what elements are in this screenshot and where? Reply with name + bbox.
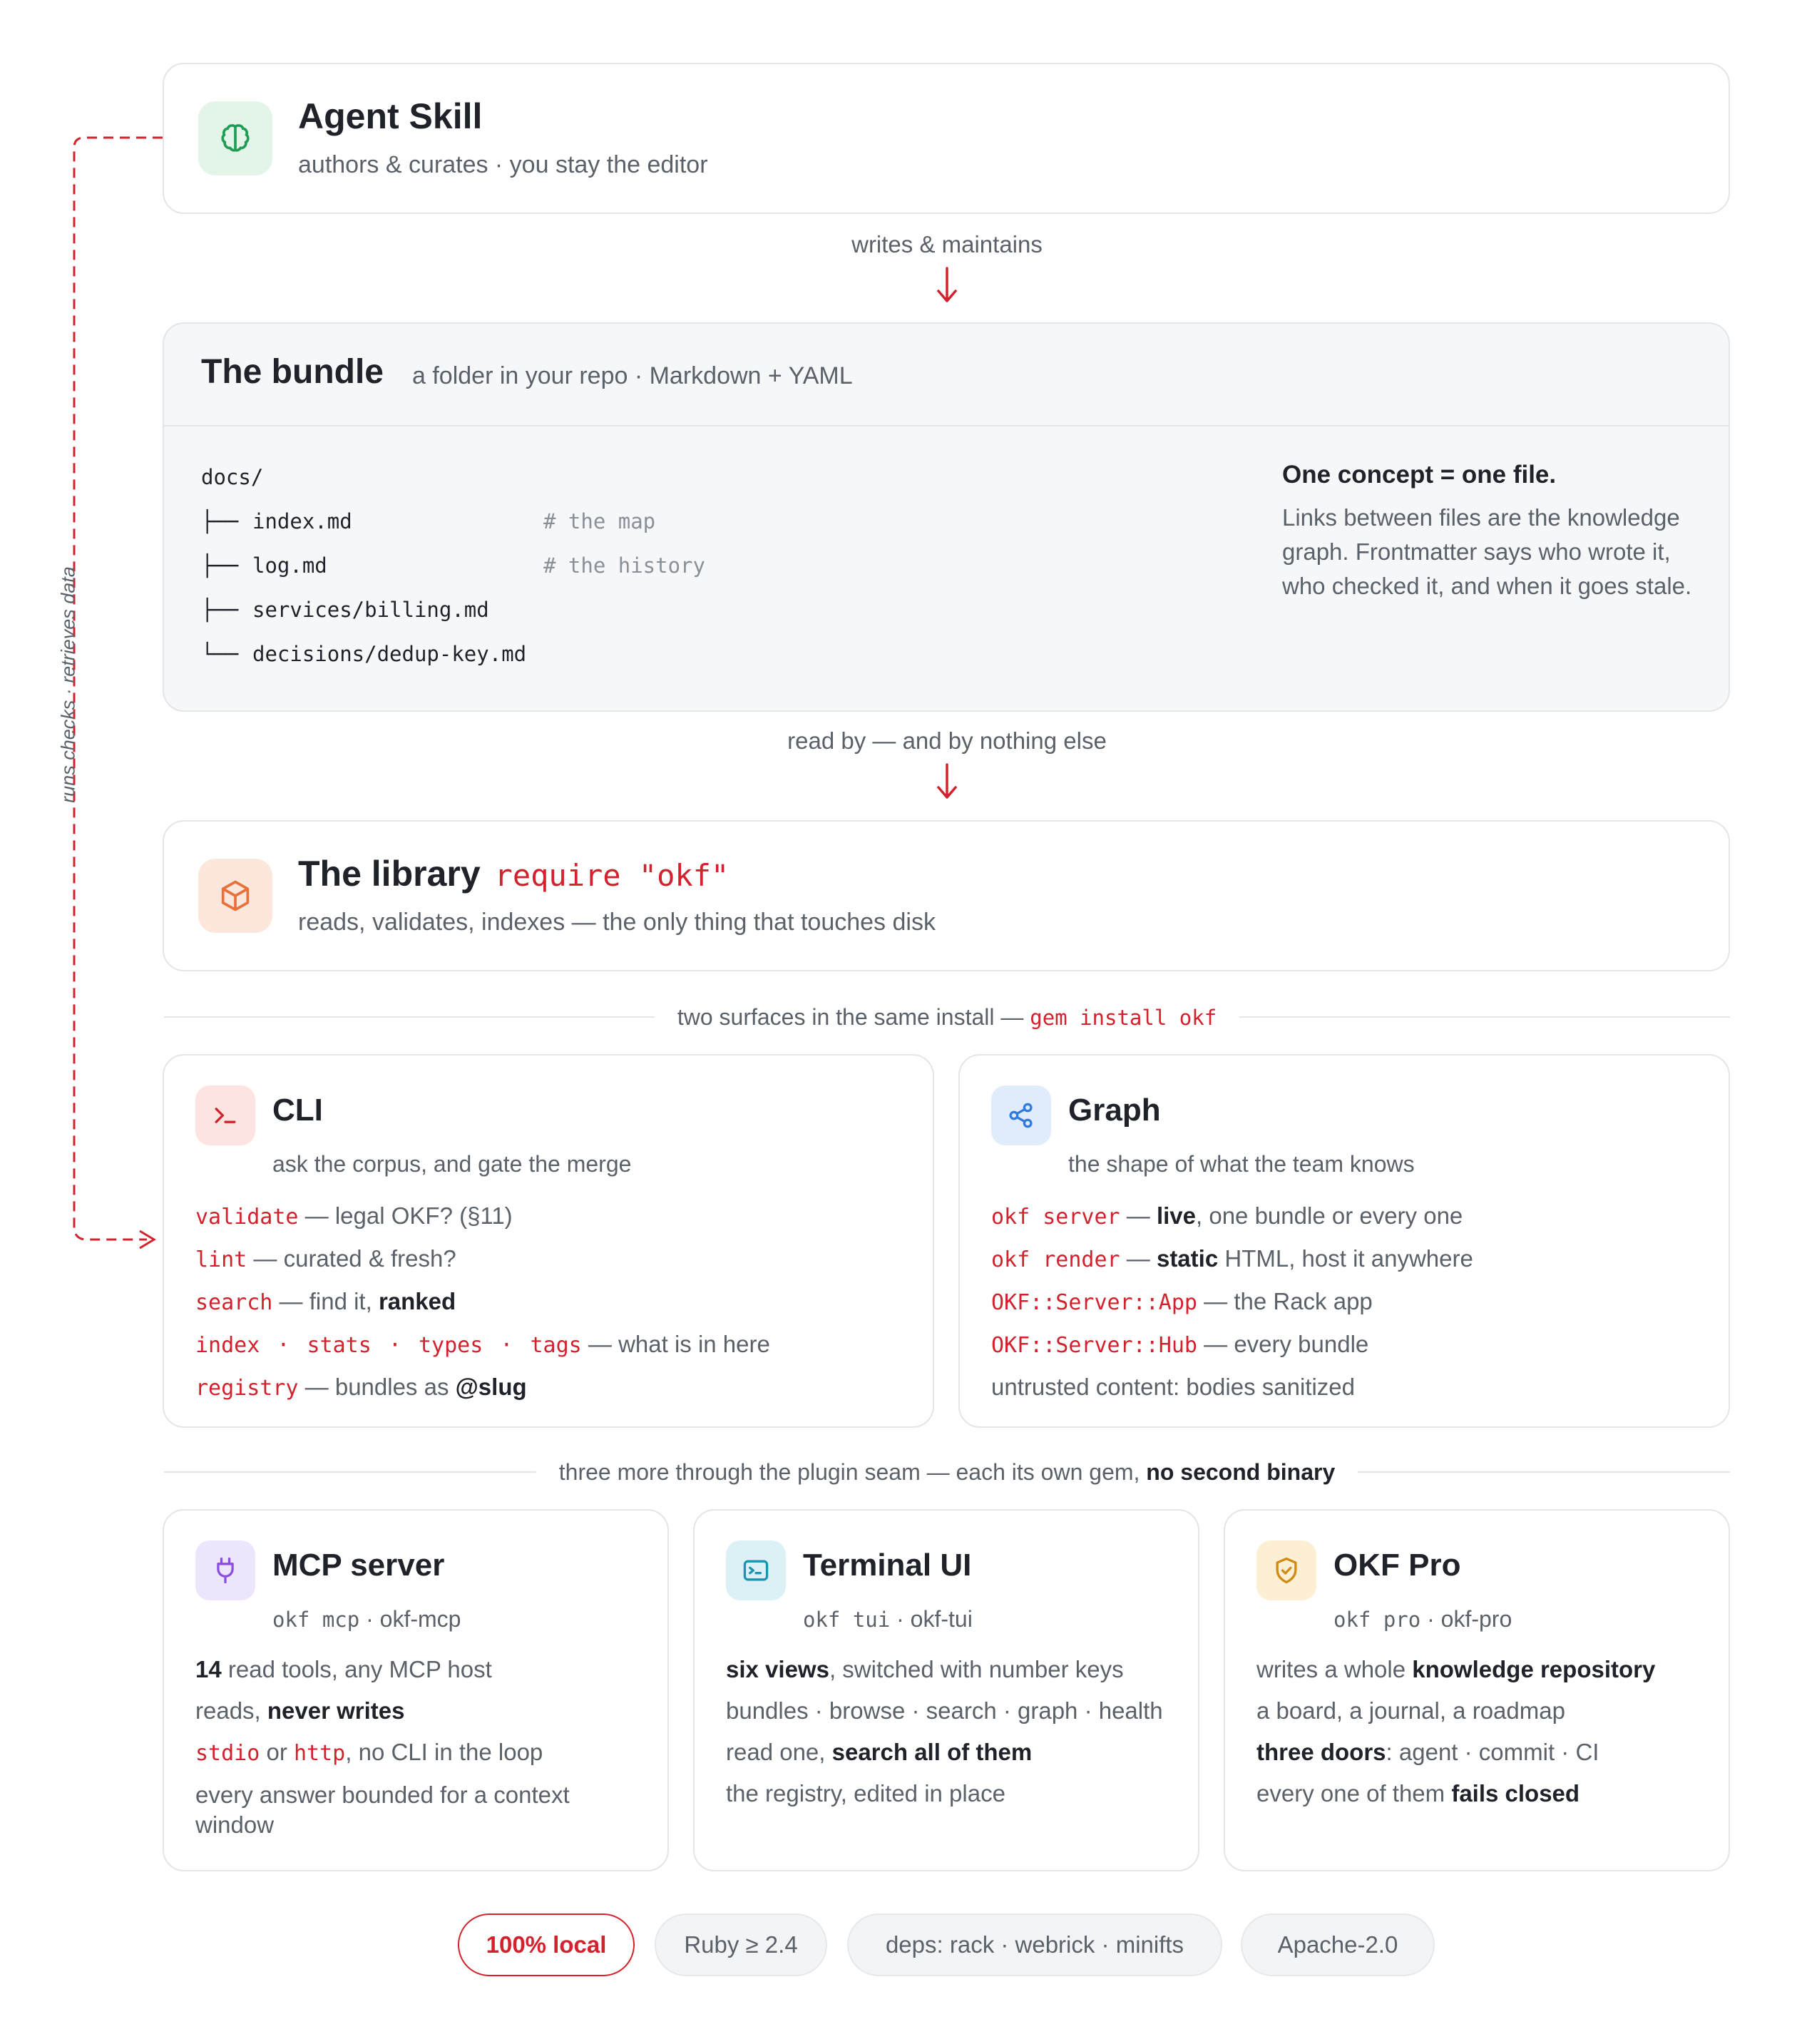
bundle-title: The bundle (201, 353, 384, 391)
item-text: — what is in here (581, 1331, 770, 1357)
tree-comment: # the history (543, 553, 705, 578)
tree-branch: └── (201, 642, 239, 666)
loop-label: runs checks · retrieves data (57, 566, 79, 803)
tree-branch: ├── (201, 598, 239, 622)
share-icon (991, 1085, 1051, 1145)
item-text: , one bundle or every one (1196, 1202, 1463, 1229)
mcp-sub-code: okf mcp (272, 1608, 360, 1632)
cli-subtitle: ask the corpus, and gate the merge (272, 1151, 632, 1177)
item-text: , switched with number keys (829, 1656, 1124, 1682)
divider-surfaces-text: two surfaces in the same install — (677, 1004, 1030, 1030)
item-text: — the Rack app (1197, 1288, 1373, 1314)
connector-read-by: read by — and by nothing else (787, 727, 1107, 754)
terminal-window-icon (726, 1540, 786, 1600)
item-bold: search all of them (831, 1739, 1033, 1765)
list-item (991, 1201, 1473, 1232)
item-code: index · stats · types · tags (195, 1333, 582, 1358)
item-text: — find it, (272, 1288, 379, 1314)
agent-skill-card (163, 63, 1730, 214)
divider-surfaces-code: gem install okf (1030, 1006, 1217, 1030)
item-text: every answer bounded for a context window (195, 1782, 570, 1838)
tui-sub-code: okf tui (803, 1608, 891, 1632)
terminal-icon (195, 1085, 255, 1145)
item-code: http (294, 1741, 346, 1766)
pro-item-list (1256, 1655, 1706, 1820)
cube-icon (198, 859, 272, 933)
tree-file-name: index.md (252, 509, 352, 533)
library-code: require "okf" (494, 858, 729, 893)
item-text: read tools, any MCP host (221, 1656, 492, 1682)
item-text: a board, a journal, a roadmap (1256, 1697, 1565, 1724)
list-item (1256, 1737, 1706, 1767)
tree-branch: ├── (201, 553, 239, 578)
divider-plugins-text: three more through the plugin seam — each its own gem, (558, 1459, 1147, 1485)
list-item (1256, 1779, 1706, 1809)
item-bold: fails closed (1451, 1780, 1580, 1807)
bundle-subtitle: a folder in your repo · Markdown + YAML (412, 362, 853, 389)
tree-branch: ├── (201, 509, 239, 533)
item-text: — curated & fresh? (247, 1245, 456, 1272)
cli-card (163, 1054, 934, 1428)
item-bold: six views (726, 1656, 829, 1682)
divider-plugins (164, 1451, 1730, 1493)
tui-card (693, 1509, 1199, 1871)
pro-card (1224, 1509, 1730, 1871)
item-text: , no CLI in the loop (345, 1739, 543, 1765)
item-bold: 14 (195, 1656, 222, 1682)
tree-file-name: decisions/dedup-key.md (252, 642, 527, 666)
item-text: — bundles as (298, 1374, 456, 1400)
arrow-down-icon (933, 265, 961, 305)
item-text: or (260, 1739, 294, 1765)
tui-item-list (726, 1655, 1175, 1820)
agent-title: Agent Skill (298, 96, 483, 136)
list-item (726, 1655, 1175, 1685)
list-item (1256, 1655, 1706, 1685)
item-code: okf render (991, 1247, 1120, 1272)
item-text: untrusted content: bodies sanitized (991, 1374, 1356, 1400)
item-bold: three doors (1256, 1739, 1386, 1765)
agent-subtitle: authors & curates · you stay the editor (298, 151, 708, 178)
item-bold: @slug (455, 1374, 527, 1400)
list-item (1256, 1696, 1706, 1726)
list-item (991, 1329, 1473, 1361)
graph-title: Graph (1068, 1093, 1161, 1128)
list-item (195, 1329, 770, 1361)
cli-command-list (195, 1201, 770, 1415)
list-item (726, 1737, 1175, 1767)
chip-deps: deps: rack · webrick · minifts (847, 1913, 1222, 1976)
chip-ruby: Ruby ≥ 2.4 (655, 1913, 827, 1976)
item-bold: knowledge repository (1412, 1656, 1656, 1682)
list-item (195, 1287, 770, 1318)
bundle-card (163, 322, 1730, 712)
bundle-header (164, 324, 1729, 426)
pro-sub-text: · okf-pro (1420, 1606, 1512, 1632)
pro-title: OKF Pro (1333, 1548, 1461, 1583)
list-item (195, 1696, 645, 1726)
list-item (991, 1372, 1473, 1402)
library-title-text: The library (298, 854, 481, 894)
divider-plugins-bold: no second binary (1146, 1459, 1336, 1485)
arrow-down-icon (933, 762, 961, 802)
graph-card (958, 1054, 1730, 1428)
pro-subtitle (1333, 1606, 1512, 1632)
cli-title: CLI (272, 1093, 323, 1128)
tree-file-name: docs/ (201, 465, 264, 489)
item-code: lint (195, 1247, 247, 1272)
pro-sub-code: okf pro (1333, 1608, 1421, 1632)
item-bold: never writes (267, 1697, 405, 1724)
item-code: search (195, 1290, 273, 1315)
item-text: — (1120, 1202, 1157, 1229)
item-code: validate (195, 1205, 299, 1230)
item-text: — every bundle (1197, 1331, 1369, 1357)
item-text: — (1120, 1245, 1157, 1272)
tree-comment: # the map (543, 509, 656, 533)
tree-file-name: services/billing.md (252, 598, 489, 622)
library-title (298, 853, 729, 894)
graph-subtitle: the shape of what the team knows (1068, 1151, 1415, 1177)
mcp-subtitle (272, 1606, 461, 1632)
loop-connector (0, 0, 171, 1284)
item-text: writes a whole (1256, 1656, 1413, 1682)
connector-writes: writes & maintains (851, 231, 1043, 257)
divider-surfaces (164, 996, 1730, 1038)
item-bold: static (1156, 1245, 1219, 1272)
mcp-title: MCP server (272, 1548, 445, 1583)
shield-check-icon (1256, 1540, 1316, 1600)
item-text: HTML, host it anywhere (1218, 1245, 1473, 1272)
mcp-item-list (195, 1655, 645, 1851)
item-text: every one of them (1256, 1780, 1452, 1807)
item-code: registry (195, 1376, 299, 1401)
item-text: read one, (726, 1739, 832, 1765)
tui-sub-text: · okf-tui (890, 1606, 973, 1632)
list-item (195, 1737, 645, 1769)
list-item (726, 1696, 1175, 1726)
item-code: OKF::Server::Hub (991, 1333, 1197, 1358)
item-text: reads, (195, 1697, 267, 1724)
note-body: Links between files are the knowledge graph. Frontmatter says who wrote it, who checked it, and when it goes stale. (1282, 504, 1692, 599)
item-text: — legal OKF? (§11) (298, 1202, 513, 1229)
item-text: the registry, edited in place (726, 1780, 1005, 1807)
library-card (163, 820, 1730, 971)
list-item (991, 1287, 1473, 1318)
tui-title: Terminal UI (803, 1548, 972, 1583)
chip-license: Apache-2.0 (1241, 1913, 1435, 1976)
item-code: stdio (195, 1741, 260, 1766)
chip-local: 100% local (458, 1913, 635, 1976)
graph-item-list (991, 1201, 1473, 1414)
list-item (195, 1655, 645, 1685)
item-bold: live (1156, 1202, 1197, 1229)
plug-icon (195, 1540, 255, 1600)
mcp-card (163, 1509, 669, 1871)
item-code: OKF::Server::App (991, 1290, 1197, 1315)
tui-subtitle (803, 1606, 973, 1632)
list-item (195, 1780, 645, 1840)
item-code: okf server (991, 1205, 1120, 1230)
item-text: bundles · browse · search · graph · health (726, 1697, 1163, 1724)
list-item (195, 1244, 770, 1275)
item-bold: ranked (378, 1288, 456, 1314)
list-item (195, 1372, 770, 1404)
list-item (991, 1244, 1473, 1275)
item-text: : agent · commit · CI (1386, 1739, 1599, 1765)
tree-file-name: log.md (252, 553, 327, 578)
mcp-sub-text: · okf-mcp (359, 1606, 461, 1632)
brain-icon (198, 101, 272, 175)
list-item (726, 1779, 1175, 1809)
library-subtitle: reads, validates, indexes — the only thing that touches disk (298, 909, 936, 936)
note-title: One concept = one file. (1282, 461, 1557, 489)
list-item (195, 1201, 770, 1232)
